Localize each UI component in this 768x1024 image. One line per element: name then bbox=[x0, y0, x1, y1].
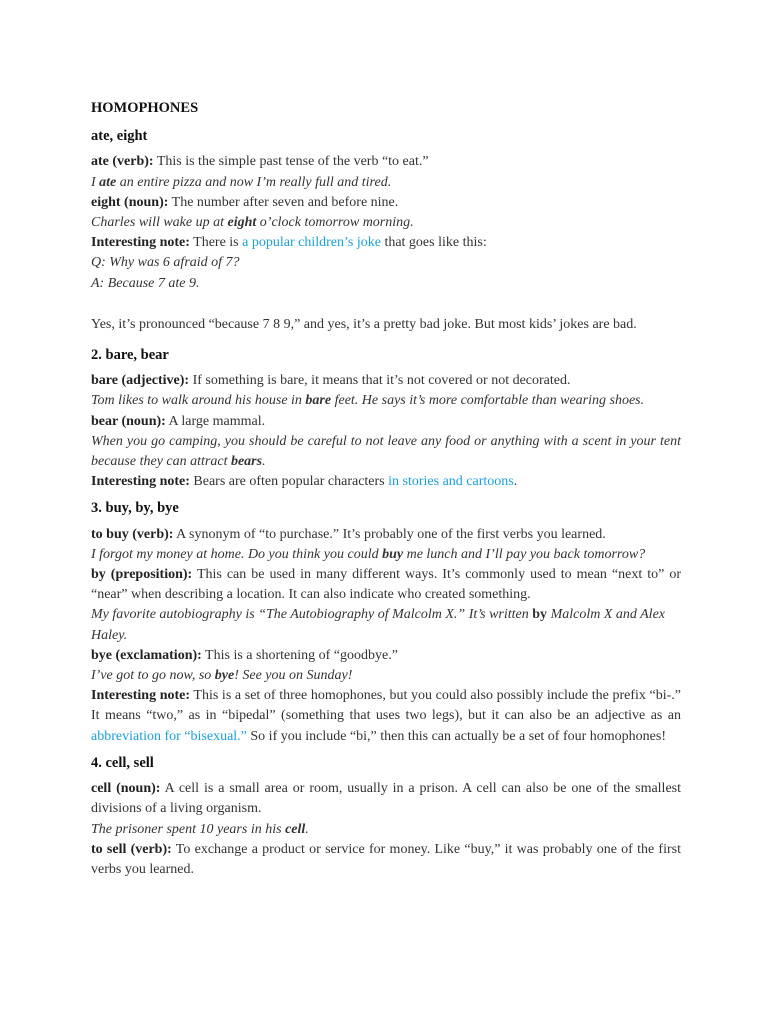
example-ate bbox=[91, 173, 681, 193]
example-keyword: buy bbox=[382, 546, 404, 562]
term-label: ate (verb): bbox=[91, 154, 154, 170]
example-text: o’clock tomorrow morning. bbox=[256, 215, 414, 231]
document-body bbox=[91, 98, 681, 880]
definition-bare bbox=[91, 371, 681, 391]
link-abbreviation-bisexual[interactable]: abbreviation for “bisexual.” bbox=[91, 728, 247, 744]
interesting-note-1 bbox=[91, 233, 681, 253]
link-childrens-joke[interactable]: a popular children’s joke bbox=[242, 235, 381, 251]
definition-text: If something is bare, it means that it’s not covered or not decorated. bbox=[189, 373, 571, 389]
example-keyword: bare bbox=[305, 393, 332, 409]
definition-bear bbox=[91, 412, 681, 432]
example-keyword: ate bbox=[99, 174, 117, 190]
definition-text: To exchange a product or service for money. Like “buy,” it was probably one of the first verbs you learned. bbox=[91, 841, 681, 877]
section-heading-buy-by-bye: 3. buy, by, bye bbox=[91, 500, 179, 517]
definition-ate bbox=[91, 152, 681, 172]
section-heading-ate-eight: ate, eight bbox=[91, 128, 148, 145]
example-text: My favorite autobiography is bbox=[91, 607, 259, 623]
note-text: There is bbox=[189, 235, 243, 251]
example-buy bbox=[91, 545, 681, 565]
example-cell bbox=[91, 820, 681, 840]
paragraph-spacer bbox=[91, 294, 681, 315]
example-text: The prisoner spent 10 years in his bbox=[91, 821, 286, 837]
interesting-note-2 bbox=[91, 472, 681, 492]
example-bye bbox=[91, 666, 681, 686]
definition-eight bbox=[91, 193, 681, 213]
note-label: Interesting note: bbox=[91, 474, 190, 490]
note-label: Interesting note: bbox=[91, 688, 191, 704]
definition-bye bbox=[91, 646, 681, 666]
definition-sell bbox=[91, 840, 681, 880]
example-text: . bbox=[262, 454, 266, 470]
note-text: This is a set of three homophones, but you could also possibly include the prefix “bi-.” It means “two,” as in “bipedal” (something that uses two legs), but it can also be an adjective as an bbox=[91, 688, 681, 724]
example-text: an entire pizza and now I’m really full and tired. bbox=[116, 174, 392, 190]
document-title: HOMOPHONES bbox=[91, 100, 199, 116]
term-label: bear (noun): bbox=[91, 413, 166, 429]
definition-text: A large mammal. bbox=[165, 413, 266, 429]
note-label: Interesting note: bbox=[91, 235, 190, 251]
example-text: . bbox=[305, 821, 309, 837]
note-text: . bbox=[513, 474, 518, 490]
term-label: bare (adjective): bbox=[91, 373, 190, 389]
section-gap bbox=[91, 335, 681, 345]
section-heading-cell-sell: 4. cell, sell bbox=[91, 754, 154, 771]
example-text: It’s written bbox=[465, 607, 533, 623]
note-text: that goes like this: bbox=[380, 235, 487, 251]
definition-text: This is a shortening of “goodbye.” bbox=[201, 647, 398, 663]
example-text: Tom likes to walk around his house in bbox=[91, 393, 306, 409]
section-heading-bare-bear: 2. bare, bear bbox=[91, 347, 169, 364]
example-text: Charles will wake up at bbox=[91, 215, 228, 231]
example-bare bbox=[91, 391, 681, 411]
joke-answer: A: Because 7 ate 9. bbox=[91, 275, 200, 291]
example-text: I’ve got to go now, so bbox=[91, 668, 215, 684]
example-text: feet. He says it’s more comfortable than wearing shoes. bbox=[331, 393, 645, 409]
example-keyword: cell bbox=[285, 821, 306, 837]
example-bear bbox=[91, 432, 681, 472]
definition-text: This is the simple past tense of the verb “to eat.” bbox=[153, 154, 429, 170]
interesting-note-3 bbox=[91, 686, 681, 747]
example-eight bbox=[91, 213, 681, 233]
definition-cell bbox=[91, 779, 681, 819]
example-text: ! See you on Sunday! bbox=[234, 668, 353, 684]
example-keyword: by bbox=[532, 607, 548, 623]
definition-text: This can be used in many different ways. It’s commonly used to mean “next to” or “near” when describing a location. It can also indicate who created something. bbox=[91, 567, 682, 603]
term-label: to sell (verb): bbox=[91, 841, 172, 857]
term-label: bye (exclamation): bbox=[91, 647, 202, 663]
term-label: to buy (verb): bbox=[91, 526, 174, 542]
example-keyword: bears bbox=[230, 454, 263, 470]
link-stories-cartoons[interactable]: in stories and cartoons bbox=[388, 474, 514, 490]
example-text: I forgot my money at home. Do you think you could bbox=[91, 546, 383, 562]
definition-text: The number after seven and before nine. bbox=[168, 194, 399, 210]
term-label: by (preposition): bbox=[91, 567, 193, 583]
note-text: So if you include “bi,” then this can actually be a set of four homophones! bbox=[246, 728, 667, 744]
book-title: “The Autobiography of Malcolm X.” bbox=[258, 607, 466, 623]
definition-buy bbox=[91, 525, 681, 545]
example-text: me lunch and I’ll pay you back tomorrow? bbox=[403, 546, 646, 562]
definition-by bbox=[91, 565, 681, 605]
note-text: Bears are often popular characters bbox=[189, 474, 389, 490]
definition-text: A cell is a small area or room, usually in a prison. A cell can also be one of the smallest divisions of a living organism. bbox=[91, 781, 682, 817]
example-text: Malcolm X and Alex Haley. bbox=[91, 607, 665, 643]
example-keyword: eight bbox=[227, 215, 257, 231]
joke-question: Q: Why was 6 afraid of 7? bbox=[91, 255, 240, 271]
example-by bbox=[91, 605, 681, 645]
example-text: When you go camping, you should be careful to not leave any food or anything with a scent in your tent because they can attract bbox=[91, 433, 681, 470]
joke-comment: Yes, it’s pronounced “because 7 8 9,” and yes, it’s a pretty bad joke. But most kids’ jokes are bad. bbox=[91, 316, 637, 332]
example-text: I bbox=[91, 174, 100, 190]
definition-text: A synonym of “to purchase.” It’s probably one of the first verbs you learned. bbox=[173, 526, 606, 542]
term-label: cell (noun): bbox=[91, 781, 161, 797]
term-label: eight (noun): bbox=[91, 194, 169, 210]
example-keyword: bye bbox=[214, 668, 235, 684]
